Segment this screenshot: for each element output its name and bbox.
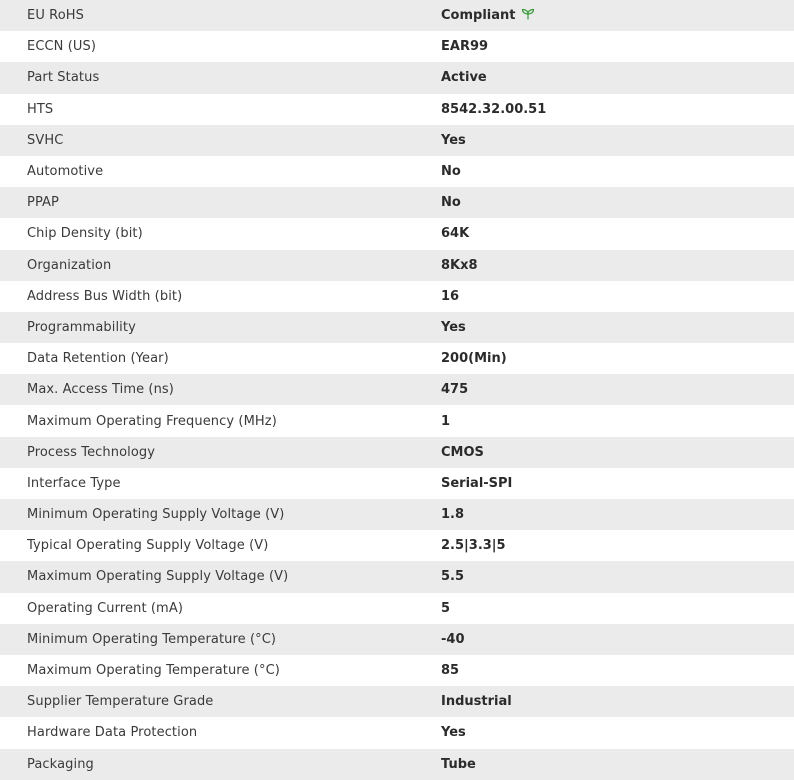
spec-label: Minimum Operating Temperature (°C) — [27, 631, 277, 647]
spec-label: ECCN (US) — [27, 39, 97, 55]
spec-label: Operating Current (mA) — [27, 600, 183, 616]
table-row — [0, 312, 794, 343]
spec-value: CMOS — [441, 444, 484, 460]
spec-value: 85 — [441, 663, 460, 679]
spec-value: Yes — [441, 132, 466, 148]
spec-value: EAR99 — [441, 39, 489, 55]
spec-value: 1.8 — [441, 507, 465, 523]
table-row — [0, 405, 794, 436]
spec-label: PPAP — [27, 195, 59, 211]
spec-label: Typical Operating Supply Voltage (V) — [27, 538, 269, 554]
table-row — [0, 468, 794, 499]
spec-label: EU RoHS — [27, 8, 84, 24]
table-row — [0, 125, 794, 156]
table-row — [0, 655, 794, 686]
spec-label: Address Bus Width (bit) — [27, 288, 183, 304]
spec-label: Part Status — [27, 70, 100, 86]
table-row — [0, 624, 794, 655]
spec-value: 200(Min) — [441, 351, 507, 367]
spec-value: Industrial — [441, 694, 512, 710]
spec-value: 5.5 — [441, 569, 465, 585]
spec-label: Chip Density (bit) — [27, 226, 143, 242]
spec-value: 16 — [441, 288, 460, 304]
table-row — [0, 0, 794, 31]
spec-value: 8Kx8 — [441, 257, 478, 273]
table-row — [0, 749, 794, 780]
table-row — [0, 686, 794, 717]
spec-value: 475 — [441, 382, 469, 398]
table-row — [0, 530, 794, 561]
spec-label: Maximum Operating Temperature (°C) — [27, 663, 280, 679]
spec-value: 1 — [441, 413, 451, 429]
table-row — [0, 561, 794, 592]
spec-label: Supplier Temperature Grade — [27, 694, 214, 710]
table-row — [0, 156, 794, 187]
spec-value: Tube — [441, 756, 476, 772]
spec-value: Compliant — [441, 8, 516, 24]
spec-label: Automotive — [27, 164, 104, 180]
spec-label: Maximum Operating Frequency (MHz) — [27, 413, 277, 429]
spec-label: Data Retention (Year) — [27, 351, 169, 367]
spec-label: Interface Type — [27, 475, 121, 491]
spec-value: Serial-SPI — [441, 475, 513, 491]
table-row — [0, 218, 794, 249]
table-row — [0, 593, 794, 624]
spec-label: Max. Access Time (ns) — [27, 382, 174, 398]
table-row — [0, 374, 794, 405]
spec-label: Programmability — [27, 319, 136, 335]
leaf-icon — [521, 8, 535, 20]
table-row — [0, 717, 794, 748]
spec-value: 2.5|3.3|5 — [441, 538, 506, 554]
table-row — [0, 250, 794, 281]
table-row — [0, 94, 794, 125]
spec-value: No — [441, 164, 461, 180]
spec-value: Active — [441, 70, 487, 86]
table-row — [0, 62, 794, 93]
spec-label: HTS — [27, 101, 54, 117]
spec-value: Yes — [441, 319, 466, 335]
spec-value: 8542.32.00.51 — [441, 101, 547, 117]
spec-label: Hardware Data Protection — [27, 725, 198, 741]
spec-value: 64K — [441, 226, 470, 242]
table-row — [0, 31, 794, 62]
table-row — [0, 437, 794, 468]
table-row — [0, 343, 794, 374]
spec-value: 5 — [441, 600, 451, 616]
spec-label: Process Technology — [27, 444, 156, 460]
spec-label: Maximum Operating Supply Voltage (V) — [27, 569, 289, 585]
spec-value: Yes — [441, 725, 466, 741]
spec-value: -40 — [441, 631, 465, 647]
table-row — [0, 187, 794, 218]
spec-label: Minimum Operating Supply Voltage (V) — [27, 507, 285, 523]
table-row — [0, 499, 794, 530]
spec-label: Packaging — [27, 756, 94, 772]
spec-label: Organization — [27, 257, 112, 273]
spec-value: No — [441, 195, 461, 211]
spec-label: SVHC — [27, 132, 64, 148]
spec-value-cell — [441, 0, 794, 31]
table-row — [0, 281, 794, 312]
